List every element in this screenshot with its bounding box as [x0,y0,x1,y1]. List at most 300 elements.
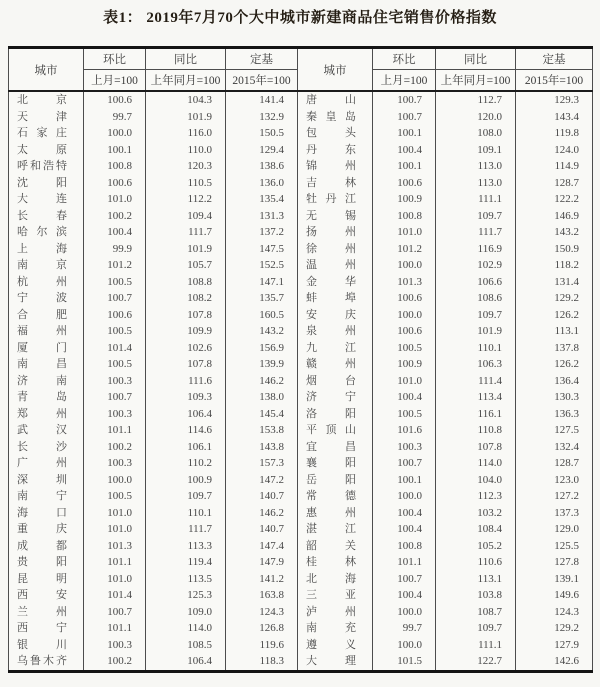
index-value-cell: 108.4 [436,521,516,538]
index-value-cell: 129.0 [516,521,593,538]
table-row [9,142,593,159]
city-cell [9,538,84,555]
index-value-cell: 100.4 [373,142,436,159]
index-value-cell: 113.1 [436,571,516,588]
city-name: 乌鲁木齐 [17,655,67,667]
index-value-cell: 116.9 [436,241,516,258]
index-value-cell: 101.4 [84,340,146,357]
index-value-cell: 119.6 [226,637,298,654]
city-name: 包头 [306,127,356,139]
city-cell [298,109,373,126]
city-name: 安庆 [306,308,356,321]
city-cell [9,109,84,126]
index-value-cell: 128.7 [516,455,593,472]
index-value-cell: 146.9 [516,208,593,225]
index-value-cell: 101.6 [373,422,436,439]
index-value-cell: 143.8 [226,439,298,456]
index-value-cell: 100.5 [84,274,146,291]
index-value-cell: 120.0 [436,109,516,126]
city-name: 深圳 [17,473,67,486]
city-cell [298,323,373,340]
city-cell [9,323,84,340]
table-row [9,587,593,604]
index-value-cell: 100.2 [84,208,146,225]
city-name: 烟台 [306,374,356,387]
index-value-cell: 153.8 [226,422,298,439]
city-cell [9,356,84,373]
city-cell [298,389,373,406]
city-name: 昆明 [17,572,67,585]
index-value-cell: 113.3 [146,538,226,555]
city-name: 上海 [17,242,67,255]
index-value-cell: 109.7 [436,620,516,637]
index-value-cell: 150.9 [516,241,593,258]
city-cell [298,587,373,604]
index-value-cell: 119.8 [516,125,593,142]
index-value-cell: 100.1 [84,142,146,159]
header-yoy-right: 同比 [436,48,516,70]
city-name: 长春 [17,209,67,222]
index-value-cell: 114.6 [146,422,226,439]
city-cell [298,653,373,671]
index-value-cell: 101.2 [373,241,436,258]
header-yoy-left: 同比 [146,48,226,70]
index-value-cell: 108.2 [146,290,226,307]
index-value-cell: 100.0 [84,472,146,489]
index-value-cell: 108.5 [146,637,226,654]
index-value-cell: 109.4 [146,208,226,225]
index-value-cell: 100.0 [373,604,436,621]
city-cell [298,620,373,637]
index-value-cell: 119.4 [146,554,226,571]
city-name: 三亚 [306,589,356,601]
index-value-cell: 114.0 [436,455,516,472]
city-name: 成都 [17,539,67,552]
index-value-cell: 116.0 [146,125,226,142]
index-value-cell: 109.7 [146,488,226,505]
index-value-cell: 106.6 [436,274,516,291]
city-name: 宜昌 [306,440,356,453]
index-value-cell: 131.4 [516,274,593,291]
city-name: 北海 [306,572,356,585]
header-yoy-sub-left: 上年同月=100 [146,70,226,92]
index-value-cell: 127.8 [516,554,593,571]
city-cell [9,208,84,225]
city-name: 济宁 [306,391,356,403]
header-base-sub-left: 2015年=100 [226,70,298,92]
index-value-cell: 102.9 [436,257,516,274]
index-value-cell: 113.0 [436,175,516,192]
index-value-cell: 130.3 [516,389,593,406]
index-value-cell: 100.6 [373,175,436,192]
city-cell [298,521,373,538]
index-value-cell: 125.3 [146,587,226,604]
city-cell [298,571,373,588]
index-value-cell: 129.2 [516,620,593,637]
header-mom-left: 环比 [84,48,146,70]
city-name: 南昌 [17,358,67,370]
city-cell [298,455,373,472]
city-name: 泸州 [306,605,356,618]
table-row [9,290,593,307]
index-value-cell: 100.6 [373,290,436,307]
city-name: 唐山 [306,94,356,106]
index-value-cell: 110.6 [436,554,516,571]
index-value-cell: 107.8 [146,356,226,373]
index-value-cell: 112.7 [436,91,516,109]
table-row [9,521,593,538]
index-value-cell: 100.6 [84,175,146,192]
index-value-cell: 100.1 [373,472,436,489]
index-value-cell: 100.7 [84,389,146,406]
index-value-cell: 107.8 [146,307,226,324]
index-value-cell: 100.8 [84,158,146,175]
table-row [9,439,593,456]
city-name: 大理 [306,655,356,667]
city-name: 西宁 [17,622,67,634]
index-value-cell: 126.2 [516,307,593,324]
index-value-cell: 112.2 [146,191,226,208]
index-value-cell: 110.0 [146,142,226,159]
city-name: 南充 [306,622,356,634]
city-cell [298,274,373,291]
index-value-cell: 110.1 [436,340,516,357]
city-name: 石家庄 [17,127,67,139]
table-row [9,158,593,175]
table-row [9,91,593,109]
index-value-cell: 100.9 [373,356,436,373]
index-value-cell: 137.8 [516,340,593,357]
city-name: 兰州 [17,605,67,618]
index-value-cell: 101.1 [84,422,146,439]
city-cell [9,307,84,324]
index-value-cell: 149.6 [516,587,593,604]
index-value-cell: 124.0 [516,142,593,159]
index-value-cell: 127.5 [516,422,593,439]
index-value-cell: 108.7 [436,604,516,621]
city-cell [9,587,84,604]
index-value-cell: 127.9 [516,637,593,654]
city-name: 湛江 [306,523,356,535]
index-value-cell: 116.1 [436,406,516,423]
city-name: 沈阳 [17,176,67,189]
city-cell [9,604,84,621]
index-value-cell: 135.4 [226,191,298,208]
city-cell [298,472,373,489]
index-value-cell: 100.5 [373,340,436,357]
index-value-cell: 160.5 [226,307,298,324]
city-name: 岳阳 [306,473,356,486]
index-value-cell: 143.4 [516,109,593,126]
index-value-cell: 110.5 [146,175,226,192]
index-value-cell: 110.2 [146,455,226,472]
index-value-cell: 113.4 [436,389,516,406]
table-row [9,373,593,390]
index-value-cell: 136.4 [516,373,593,390]
table-row [9,191,593,208]
city-name: 金华 [306,275,356,288]
index-value-cell: 100.7 [373,91,436,109]
table-row [9,323,593,340]
index-value-cell: 101.4 [84,587,146,604]
index-value-cell: 103.2 [436,505,516,522]
city-cell [9,472,84,489]
index-value-cell: 100.4 [373,505,436,522]
city-cell [9,554,84,571]
city-cell [298,538,373,555]
index-value-cell: 109.9 [146,323,226,340]
city-cell [9,224,84,241]
city-name: 扬州 [306,226,356,238]
city-cell [9,290,84,307]
index-value-cell: 101.2 [84,257,146,274]
city-cell [298,406,373,423]
city-cell [9,439,84,456]
city-cell [9,488,84,505]
index-value-cell: 106.1 [146,439,226,456]
city-cell [298,637,373,654]
index-value-cell: 111.4 [436,373,516,390]
index-value-cell: 109.3 [146,389,226,406]
city-name: 北京 [17,94,67,106]
index-value-cell: 118.3 [226,653,298,671]
index-value-cell: 143.2 [516,224,593,241]
city-name: 南宁 [17,490,67,502]
index-value-cell: 147.2 [226,472,298,489]
table-row [9,257,593,274]
index-value-cell: 101.0 [84,521,146,538]
index-value-cell: 124.3 [226,604,298,621]
header-mom-sub-right: 上月=100 [373,70,436,92]
city-name: 温州 [306,259,356,271]
index-value-cell: 108.0 [436,125,516,142]
index-value-cell: 139.1 [516,571,593,588]
index-value-cell: 113.5 [146,571,226,588]
city-name: 丹东 [306,143,356,156]
city-name: 呼和浩特 [17,160,67,172]
index-value-cell: 100.4 [84,224,146,241]
index-value-cell: 100.5 [84,488,146,505]
city-cell [9,637,84,654]
index-value-cell: 101.0 [84,505,146,522]
city-cell [298,554,373,571]
index-value-cell: 99.9 [84,241,146,258]
index-value-cell: 101.3 [84,538,146,555]
index-value-cell: 101.9 [146,241,226,258]
city-cell [9,521,84,538]
table-row [9,620,593,637]
index-value-cell: 100.8 [373,208,436,225]
index-value-cell: 109.7 [436,208,516,225]
index-value-cell: 137.2 [226,224,298,241]
city-cell [298,340,373,357]
city-cell [298,208,373,225]
index-value-cell: 104.3 [146,91,226,109]
price-index-table [8,46,593,673]
index-value-cell: 102.6 [146,340,226,357]
index-value-cell: 143.2 [226,323,298,340]
index-value-cell: 140.7 [226,521,298,538]
city-cell [298,257,373,274]
index-value-cell: 101.0 [84,191,146,208]
table-row [9,604,593,621]
index-value-cell: 150.5 [226,125,298,142]
city-cell [9,389,84,406]
city-name: 韶关 [306,539,356,552]
index-value-cell: 114.0 [146,620,226,637]
index-value-cell: 108.8 [146,274,226,291]
index-value-cell: 100.1 [373,125,436,142]
index-value-cell: 127.2 [516,488,593,505]
table-row [9,406,593,423]
city-name: 徐州 [306,242,356,255]
city-name: 赣州 [306,358,356,370]
index-value-cell: 100.7 [84,290,146,307]
index-value-cell: 100.7 [373,109,436,126]
index-value-cell: 100.0 [373,488,436,505]
index-value-cell: 147.9 [226,554,298,571]
index-value-cell: 100.7 [373,571,436,588]
index-value-cell: 111.6 [146,373,226,390]
index-value-cell: 129.2 [516,290,593,307]
city-name: 青岛 [17,391,67,403]
index-value-cell: 139.9 [226,356,298,373]
index-value-cell: 101.0 [373,373,436,390]
index-value-cell: 129.3 [516,91,593,109]
city-cell [298,505,373,522]
index-value-cell: 138.6 [226,158,298,175]
index-value-cell: 145.4 [226,406,298,423]
index-value-cell: 100.7 [373,455,436,472]
index-value-cell: 101.9 [436,323,516,340]
city-name: 牡丹江 [306,193,356,205]
city-name: 哈尔滨 [17,226,67,238]
index-value-cell: 100.0 [373,637,436,654]
index-value-cell: 147.5 [226,241,298,258]
table-body [9,91,593,671]
index-value-cell: 156.9 [226,340,298,357]
index-value-cell: 106.3 [436,356,516,373]
city-name: 郑州 [17,407,67,420]
city-name: 蚌埠 [306,292,356,304]
index-value-cell: 104.0 [436,472,516,489]
index-value-cell: 110.8 [436,422,516,439]
city-cell [298,158,373,175]
index-value-cell: 147.4 [226,538,298,555]
table-row [9,307,593,324]
city-cell [9,373,84,390]
index-value-cell: 131.3 [226,208,298,225]
index-value-cell: 110.1 [146,505,226,522]
index-value-cell: 111.7 [146,224,226,241]
city-cell [298,373,373,390]
city-cell [9,142,84,159]
index-value-cell: 101.3 [373,274,436,291]
city-name: 洛阳 [306,407,356,420]
city-name: 银川 [17,638,67,651]
header-row-top [9,48,593,70]
table-row [9,472,593,489]
table-row [9,571,593,588]
city-cell [298,191,373,208]
index-value-cell: 114.9 [516,158,593,175]
table-row [9,109,593,126]
index-value-cell: 99.7 [373,620,436,637]
city-cell [9,571,84,588]
index-value-cell: 122.2 [516,191,593,208]
index-value-cell: 100.3 [84,406,146,423]
index-value-cell: 124.3 [516,604,593,621]
index-value-cell: 111.7 [436,224,516,241]
index-value-cell: 135.7 [226,290,298,307]
city-name: 海口 [17,506,67,519]
index-value-cell: 100.4 [373,587,436,604]
index-value-cell: 137.3 [516,505,593,522]
city-name: 襄阳 [306,457,356,469]
header-base-right: 定基 [516,48,593,70]
table-row [9,538,593,555]
table-row [9,224,593,241]
table-row [9,455,593,472]
city-cell [9,191,84,208]
table-row [9,637,593,654]
index-value-cell: 111.7 [146,521,226,538]
table-row [9,488,593,505]
index-value-cell: 141.2 [226,571,298,588]
index-value-cell: 100.4 [373,521,436,538]
index-value-cell: 113.0 [436,158,516,175]
city-cell [9,505,84,522]
index-value-cell: 101.1 [373,554,436,571]
city-cell [298,488,373,505]
city-cell [298,290,373,307]
city-cell [9,274,84,291]
city-cell [298,224,373,241]
city-name: 西安 [17,589,67,601]
header-yoy-sub-right: 上年同月=100 [436,70,516,92]
table-row [9,653,593,671]
city-cell [298,439,373,456]
table-row [9,274,593,291]
index-value-cell: 105.2 [436,538,516,555]
index-value-cell: 108.6 [436,290,516,307]
city-cell [9,455,84,472]
city-name: 九江 [306,341,356,354]
city-cell [9,241,84,258]
table-header [9,48,593,92]
city-name: 厦门 [17,341,67,354]
city-name: 桂林 [306,556,356,568]
city-cell [9,91,84,109]
index-value-cell: 100.7 [84,604,146,621]
city-cell [298,356,373,373]
city-cell [298,241,373,258]
city-name: 济南 [17,374,67,387]
city-name: 合肥 [17,308,67,321]
table-row [9,208,593,225]
index-value-cell: 141.4 [226,91,298,109]
index-value-cell: 101.1 [84,620,146,637]
city-name: 泉州 [306,325,356,337]
index-value-cell: 147.1 [226,274,298,291]
index-value-cell: 100.5 [84,323,146,340]
city-cell [298,422,373,439]
city-cell [9,620,84,637]
city-cell [9,125,84,142]
index-value-cell: 128.7 [516,175,593,192]
index-value-cell: 132.4 [516,439,593,456]
index-value-cell: 122.7 [436,653,516,671]
